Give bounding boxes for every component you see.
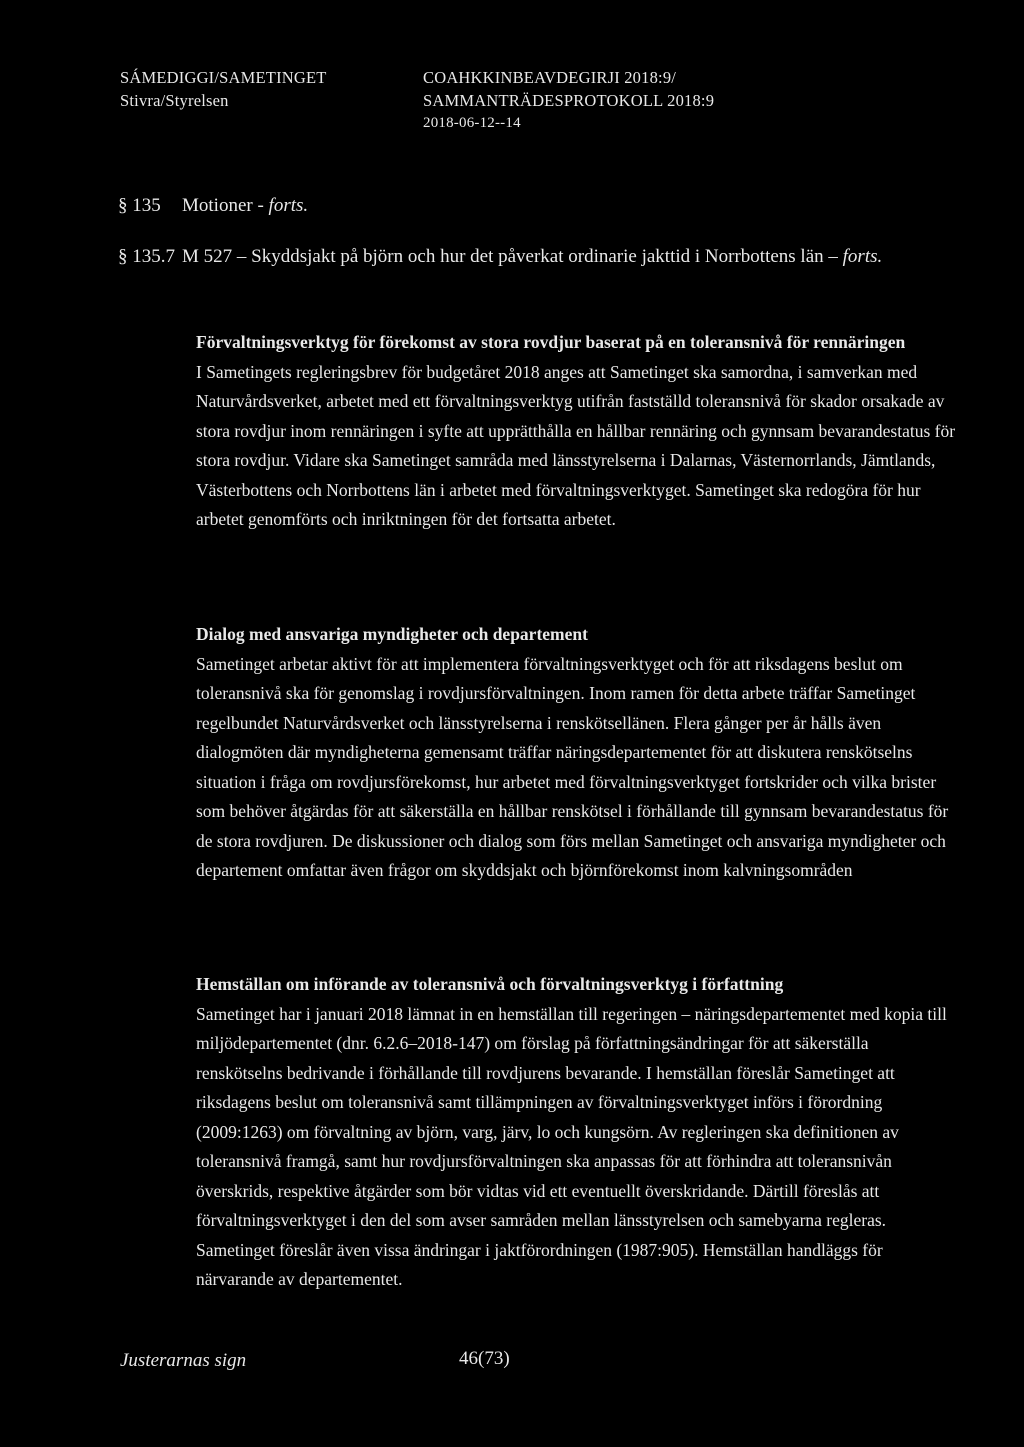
subsection-number: § 135.7 <box>118 246 175 267</box>
block-heading: Förvaltningsverktyg för förekomst av stora rovdjur baserat på en toleransnivå för rennäringen <box>196 332 906 352</box>
section-heading <box>118 193 308 219</box>
block-body: Sametinget har i januari 2018 lämnat in en hemställan till regeringen – näringsdepartementet med kopia till miljödepartementet (dnr. 6.2.6–2018-147) om förslag på författningsändringar för att säkerställa renskötselns bedrivande i förhållande till rovdjurens bevarande. I hemställan föreslår Sametinget att riksdagens beslut om toleransnivå samt tillämpningen av förvaltningsverktyget införs i förordning (2009:1263) om förvaltning av björn, varg, järv, lo och kungsörn. Av regleringen ska definitionen av toleransnivå framgå, samt hur rovdjursförvaltningen ska anpassas för att förhindra att toleransnivån överskrids, respektive åtgärder som bör vidtas vid ett eventuellt överskridande. Därtill föreslås att förvaltningsverktyget i den del som avser samråden mellan länsstyrelsen och samebyarna regleras. Sametinget föreslår även vissa ändringar i jaktförordningen (1987:905). Hemställan handläggs för närvarande av departementet. <box>196 1003 947 1289</box>
section-forts: forts. <box>268 195 309 216</box>
subsection-forts: forts. <box>842 246 883 267</box>
section-number: § 135 <box>118 195 161 216</box>
block-body: I Sametingets regleringsbrev för budgetåret 2018 anges att Sametinget ska samordna, i samverkan med Naturvårdsverket, arbetet med ett förvaltningsverktyg utifrån fastställd toleransnivå för skador orsakade av stora rovdjur inom rennäringen i syfte att upprätthålla en hållbar rennäring och gynnsam bevarandestatus för stora rovdjur. Vidare ska Sametinget samråda med länsstyrelserna i Dalarnas, Västernorrlands, Jämtlands, Västerbottens och Norrbottens län i arbetet med förvaltningsverktyget. Sametinget ska redogöra för hur arbetet genomförts och inriktningen för det fortsatta arbetet. <box>196 361 956 529</box>
block-forvaltningsverktyg <box>196 328 956 535</box>
subsection-title: M 527 – Skyddsjakt på björn och hur det påverkat ordinarie jakttid i Norrbottens län – <box>182 246 843 267</box>
block-hemstallan <box>196 970 956 1295</box>
block-heading: Hemställan om införande av toleransnivå och förvaltningsverktyg i författning <box>196 974 784 994</box>
block-dialog <box>196 620 956 886</box>
subsection-heading <box>118 244 958 270</box>
header-right <box>423 66 714 135</box>
block-body: Sametinget arbetar aktivt för att implementera förvaltningsverktyget och för att riksdagens beslut om toleransnivå ska för genomslag i rovdjursförvaltningen. Inom ramen för detta arbete träffar Sametinget regelbundet Naturvårdsverket och länsstyrelserna i renskötsellänen. Flera gånger per år hålls även dialogmöten där myndigheterna gemensamt träffar näringsdepartementet för att diskutera renskötselns situation i fråga om rovdjursförekomst, hur arbetet med förvaltningsverktyget fortskrider och vilka brister som behöver åtgärdas för att säkerställa en hållbar renskötsel i förhållande till gynnsam bevarandestatus för de stora rovdjuren. De diskussioner och dialog som förs mellan Sametinget och ansvariga myndigheter och departement omfattar även frågor om skyddsjakt och björnförekomst inom kalvningsområden <box>196 653 949 880</box>
header-left <box>120 66 327 112</box>
block-heading: Dialog med ansvariga myndigheter och departement <box>196 624 588 644</box>
header-doc-line2: SAMMANTRÄDESPROTOKOLL 2018:9 <box>423 91 715 110</box>
section-title: Motioner - <box>182 195 269 216</box>
header-org: SÁMEDIGGI/SAMETINGET <box>120 68 327 87</box>
footer-sign-label: Justerarnas sign <box>120 1350 247 1371</box>
header-date: 2018-06-12--14 <box>423 115 521 131</box>
footer-page-number: 46(73) <box>459 1348 510 1369</box>
subsection-title-wrap <box>118 244 958 270</box>
header-unit: Stivra/Styrelsen <box>120 91 229 110</box>
header-doc-line1: COAHKKINBEAVDEGIRJI 2018:9/ <box>423 68 677 87</box>
